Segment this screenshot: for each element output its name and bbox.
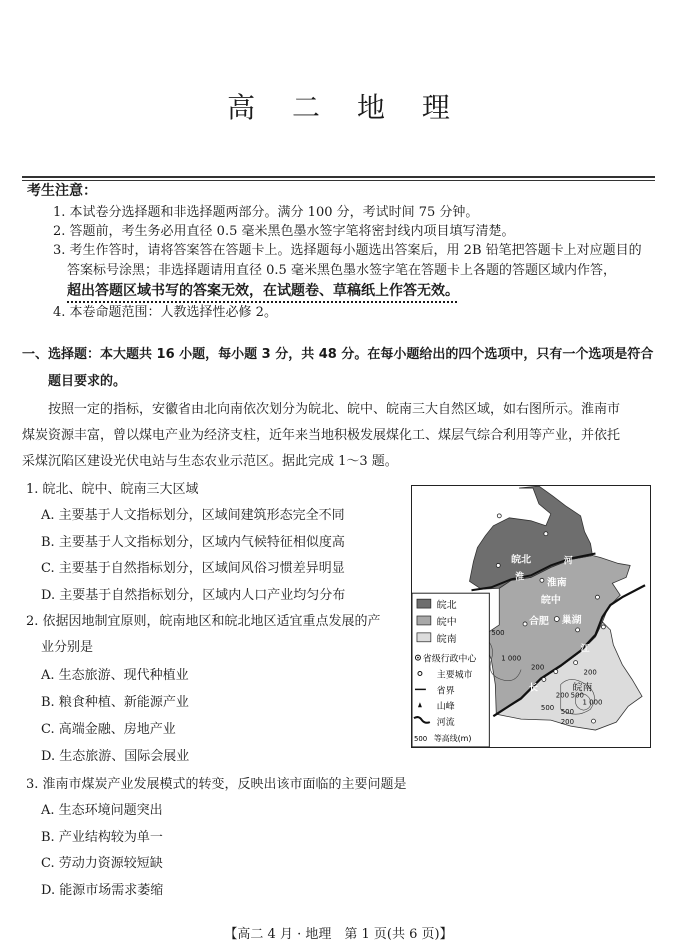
contour-label: 500 (540, 704, 555, 713)
question-stem: 1. 皖北、皖中、皖南三大区域 (26, 482, 199, 497)
section-heading-cont: 题目要求的。 (48, 374, 127, 389)
option: A. 主要基于人文指标划分，区域间建筑形态完全不同 (41, 508, 345, 523)
legend-swatch-north (417, 599, 431, 608)
option: C. 劳动力资源较短缺 (41, 856, 163, 871)
option: B. 粮食种植、新能源产业 (41, 695, 189, 710)
map-label-north: 皖北 (511, 554, 531, 566)
legend-label: 河流 (436, 718, 455, 729)
notice-item: 4. 本卷命题范围：人教选择性必修 2。 (53, 305, 277, 320)
option: D. 生态旅游、国际会展业 (41, 749, 190, 764)
option: C. 主要基于自然指标划分，区域间风俗习惯差异明显 (41, 561, 345, 576)
option: C. 高端金融、房地产业 (41, 722, 176, 737)
map-label-chaohu: 巢湖 (561, 614, 582, 626)
contour-label: 200 (531, 663, 545, 672)
passage-line: 采煤沉陷区建设光伏电站与生态农业示范区。据此完成 1～3 题。 (22, 454, 398, 469)
notice-heading: 考生注意： (27, 183, 97, 199)
option: A. 生态旅游、现代种植业 (41, 668, 189, 683)
option: B. 主要基于人文指标划分，区域内气候特征相似度高 (41, 535, 345, 550)
question-stem-cont: 业分别是 (41, 640, 94, 655)
page-footer: 【高二 4 月 · 地理 第 1 页(共 6 页)】 (224, 927, 453, 942)
passage-line: 按照一定的指标，安徽省由北向南依次划分为皖北、皖中、皖南三大自然区域，如右图所示。淮南市 (48, 402, 621, 417)
legend-label: 省界 (436, 686, 455, 697)
contour-icon: 500 (413, 734, 428, 743)
notice-item: 答案标号涂黑；非选择题请用直径 0.5 毫米黑色墨水签字笔在答题卡上各题的答题区域内作答， (67, 263, 616, 278)
notice-item: 1. 本试卷分选择题和非选择题两部分。满分 100 分，考试时间 75 分钟。 (53, 205, 479, 220)
passage-line: 煤炭资源丰富，曾以煤电产业为经济支柱，近年来当地积极发展煤化工、煤层气综合利用等产业，并依托 (22, 428, 621, 443)
map-label-chang: 长 (529, 683, 538, 694)
map-label-south: 皖南 (572, 682, 593, 694)
legend-label: 山峰 (436, 702, 455, 713)
city-icon (418, 672, 422, 676)
contour-label: 200 (583, 668, 597, 677)
legend-swatch-central (417, 616, 431, 625)
legend-label: 主要城市 (436, 670, 473, 681)
contour-label: 500 (570, 691, 584, 700)
contour-label: 500 (560, 708, 574, 717)
map-label-huai: 淮 (515, 572, 525, 583)
notice-emphasis: 超出答题区域书写的答案无效，在试题卷、草稿纸上作答无效。 (67, 283, 459, 299)
legend-label: 皖北 (436, 600, 457, 612)
legend-label: 皖中 (436, 616, 457, 628)
legend-swatch-south (417, 633, 431, 642)
option: A. 生态环境问题突出 (41, 803, 163, 818)
legend-label: 省级行政中心 (422, 654, 477, 665)
header-rule (22, 176, 655, 178)
page-title: 高 二 地 理 (227, 91, 464, 124)
option: D. 能源市场需求萎缩 (41, 883, 164, 898)
header-rule-thin (22, 180, 655, 181)
section-heading: 一、选择题：本大题共 16 小题，每小题 3 分，共 48 分。在每小题给出的四个选项中，只有一个选项是符合 (22, 347, 654, 362)
map-label-hefei: 合肥 (529, 615, 549, 627)
contour-label: 200 (560, 718, 574, 727)
map-legend (412, 593, 489, 747)
map-label-jiang: 江 (580, 644, 590, 655)
notice-item: 3. 考生作答时，请将答案答在答题卡上。选择题每小题选出答案后，用 2B 铅笔把答题卡上对应题目的 (53, 243, 642, 258)
anhui-region-map (411, 485, 651, 748)
contour-label: 1 000 (582, 698, 603, 707)
map-label-he: 河 (563, 556, 573, 567)
contour-label: 1 000 (501, 654, 522, 663)
map-label-huainan: 淮南 (546, 577, 567, 589)
map-label-central: 皖中 (540, 595, 561, 607)
legend-label: 等高线(m) (433, 733, 472, 743)
option: B. 产业结构较为单一 (41, 830, 163, 845)
contour-label: 200 (555, 691, 570, 700)
notice-item: 2. 答题前，考生务必用直径 0.5 毫米黑色墨水签字笔将密封线内项目填写清楚。 (53, 224, 515, 239)
contour-label: 500 (491, 628, 505, 637)
question-stem: 3. 淮南市煤炭产业发展模式的转变，反映出该市面临的主要问题是 (26, 777, 407, 792)
legend-label: 皖南 (436, 633, 457, 645)
question-stem: 2. 依据因地制宜原则，皖南地区和皖北地区适宜重点发展的产 (26, 614, 381, 629)
option: D. 主要基于自然指标划分，区域内人口产业均匀分布 (41, 588, 346, 603)
